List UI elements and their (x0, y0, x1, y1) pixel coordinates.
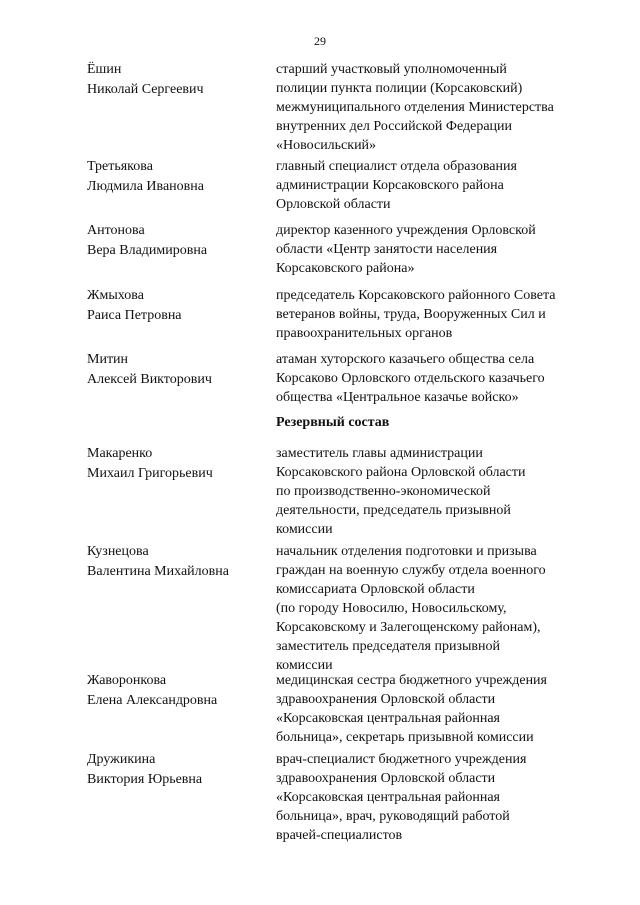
position-line: заместитель председателя призывной (276, 639, 500, 654)
member-given-names: Елена Александровна (87, 693, 218, 708)
position-line: «Новосильский» (276, 138, 377, 153)
position-line: председатель Корсаковского районного Совета (276, 288, 556, 303)
position-line: заместитель главы администрации (276, 446, 483, 461)
member-given-names: Алексей Викторович (87, 372, 212, 387)
member-given-names: Раиса Петровна (87, 308, 182, 323)
position-line: Орловской области (276, 197, 391, 212)
position-line: главный специалист отдела образования (276, 159, 517, 174)
position-line: врачей-специалистов (276, 828, 403, 843)
position-line: комиссариата Орловской области (276, 582, 475, 597)
member-position (276, 157, 596, 214)
member-surname: Макаренко (87, 446, 153, 461)
member-surname: Ёшин (87, 62, 122, 77)
position-line: «Корсаковская центральная районная (276, 711, 500, 726)
position-line: начальник отделения подготовки и призыва (276, 544, 537, 559)
position-line: медицинская сестра бюджетного учреждения (276, 673, 547, 688)
page-number: 29 (314, 34, 326, 48)
member-position (276, 221, 596, 278)
member-position (276, 671, 596, 747)
member-name (87, 671, 267, 711)
position-line: ветеранов войны, труда, Вооруженных Сил и (276, 307, 546, 322)
position-line: по производственно-экономической (276, 484, 491, 499)
position-line: атаман хуторского казачьего общества села (276, 352, 535, 367)
member-name (87, 157, 267, 197)
member-surname: Кузнецова (87, 544, 149, 559)
position-line: общества «Центральное казачье войско» (276, 390, 519, 405)
member-position (276, 286, 596, 343)
position-line: здравоохранения Орловской области (276, 692, 496, 707)
member-name (87, 350, 267, 390)
position-line: больница», врач, руководящий работой (276, 809, 510, 824)
member-surname: Жаворонкова (87, 673, 167, 688)
member-name (87, 60, 267, 100)
position-line: (по городу Новосилю, Новосильскому, (276, 601, 507, 616)
position-line: врач-специалист бюджетного учреждения (276, 752, 527, 767)
position-line: администрации Корсаковского района (276, 178, 504, 193)
position-line: граждан на военную службу отдела военного (276, 563, 546, 578)
member-surname: Митин (87, 352, 129, 367)
member-given-names: Виктория Юрьевна (87, 772, 203, 787)
position-line: комиссии (276, 522, 333, 537)
position-line: полиции пункта полиции (Корсаковский) (276, 81, 523, 96)
position-line: Корсаковского района» (276, 261, 415, 276)
position-line: Корсаковскому и Залегощенскому районам), (276, 620, 541, 635)
member-surname: Третьякова (87, 159, 153, 174)
member-given-names: Николай Сергеевич (87, 82, 204, 97)
position-line: комиссии (276, 658, 333, 673)
member-given-names: Михаил Григорьевич (87, 466, 213, 481)
position-line: Корсаково Орловского отдельского казачьего (276, 371, 545, 386)
position-line: «Корсаковская центральная районная (276, 790, 500, 805)
member-surname: Антонова (87, 223, 145, 238)
member-position (276, 444, 596, 539)
position-line: старший участковый уполномоченный (276, 62, 507, 77)
position-line: Корсаковского района Орловской области (276, 465, 526, 480)
member-given-names: Вера Владимировна (87, 243, 208, 258)
member-position (276, 542, 596, 675)
member-surname: Дружикина (87, 752, 156, 767)
member-name (87, 750, 267, 790)
reserve-section-heading: Резервный состав (276, 415, 390, 430)
position-line: больница», секретарь призывной комиссии (276, 730, 534, 745)
member-name (87, 444, 267, 484)
member-position (276, 60, 596, 155)
member-name (87, 221, 267, 261)
member-position (276, 350, 596, 407)
position-line: здравоохранения Орловской области (276, 771, 496, 786)
member-surname: Жмыхова (87, 288, 144, 303)
member-given-names: Людмила Ивановна (87, 179, 204, 194)
position-line: правоохранительных органов (276, 326, 453, 341)
position-line: области «Центр занятости населения (276, 242, 498, 257)
position-line: межмуниципального отделения Министерства (276, 100, 554, 115)
position-line: деятельности, председатель призывной (276, 503, 511, 518)
member-name (87, 286, 267, 326)
member-given-names: Валентина Михайловна (87, 564, 229, 579)
member-position (276, 750, 596, 845)
position-line: директор казенного учреждения Орловской (276, 223, 536, 238)
member-name (87, 542, 267, 582)
position-line: внутренних дел Российской Федерации (276, 119, 513, 134)
